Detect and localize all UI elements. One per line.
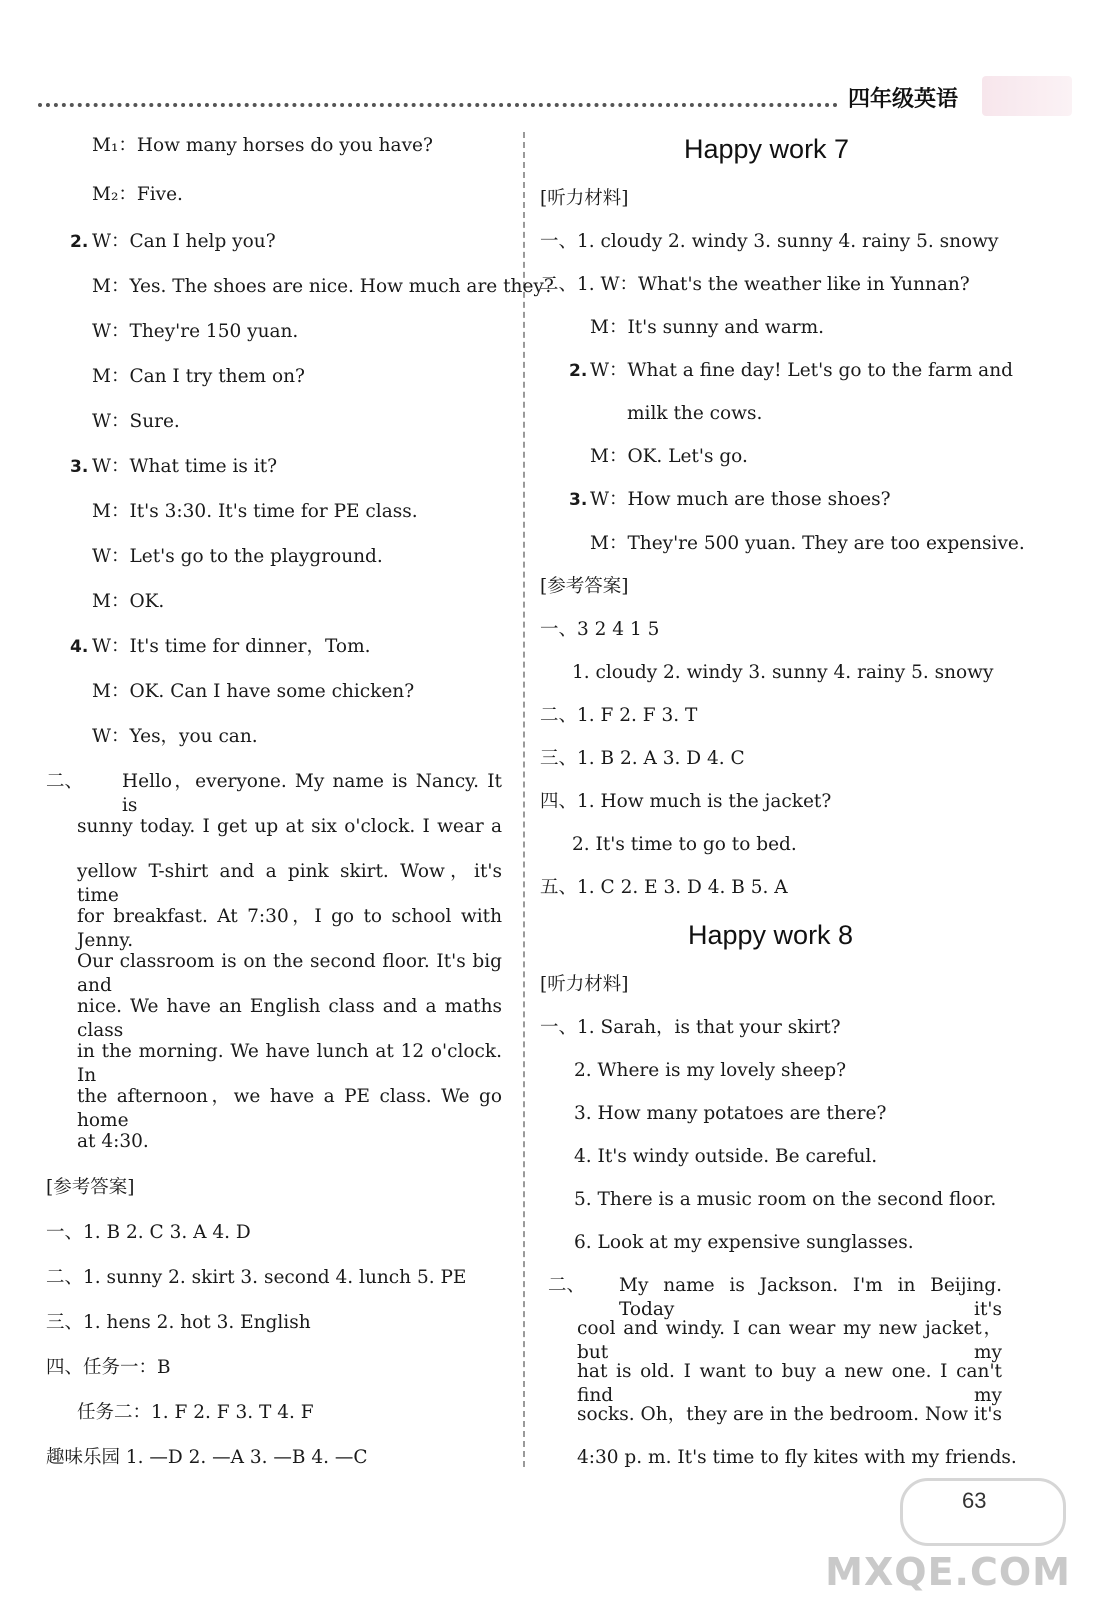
sentence-line: 一、1. Sarah，is that your skirt? <box>540 1017 841 1038</box>
section-label: 二、 <box>46 771 84 792</box>
dialogue-line: W：It's time for dinner，Tom. <box>92 636 371 657</box>
section-title-hw7: Happy work 7 <box>684 134 850 164</box>
answer-line: 四、任务一：B <box>46 1357 171 1378</box>
listening-heading: [听力材料] <box>540 974 629 995</box>
dialogue-line: W：Can I help you? <box>92 231 276 252</box>
answer-line: 1. cloudy 2. windy 3. sunny 4. rainy 5. snowy <box>572 662 994 683</box>
passage-line: at 4:30. <box>77 1131 149 1152</box>
answer-line: 一、1. cloudy 2. windy 3. sunny 4. rainy 5. snowy <box>540 231 999 252</box>
passage-line: nice. We have an English class and a maths class <box>77 996 502 1041</box>
dialogue-line: M₂：Five. <box>92 184 183 205</box>
sentence-line: 2. Where is my lovely sheep? <box>574 1060 847 1081</box>
dialogue-line: M：Yes. The shoes are nice. How much are they? <box>92 276 554 297</box>
sentence-line: 6. Look at my expensive sunglasses. <box>574 1232 914 1253</box>
passage-line: yellow T-shirt and a pink skirt. Wow，it's time <box>77 861 502 906</box>
dialogue-line: W：How much are those shoes? <box>590 489 891 510</box>
passage-line: the afternoon，we have a PE class. We go home <box>77 1086 502 1131</box>
answer-heading: [参考答案] <box>46 1177 135 1198</box>
dialogue-line: M：It's 3:30. It's time for PE class. <box>92 501 418 522</box>
answer-line: 二、1. sunny 2. skirt 3. second 4. lunch 5. PE <box>46 1267 467 1288</box>
answer-line: 趣味乐园 1. —D 2. —A 3. —B 4. —C <box>46 1447 368 1468</box>
sentence-line: 4. It's windy outside. Be careful. <box>574 1146 878 1167</box>
page-header-title: 四年级英语 <box>848 87 959 112</box>
section-title-hw8: Happy work 8 <box>688 920 854 950</box>
passage-line: hat is old. I want to buy a new one. I can't find my <box>577 1361 1002 1406</box>
dialogue-line: 二、1. W：What's the weather like in Yunnan? <box>540 274 970 295</box>
item-number: 3. <box>569 490 588 510</box>
sentence-line: 3. How many potatoes are there? <box>574 1103 887 1124</box>
item-number: 3. <box>70 457 89 477</box>
dialogue-line: W：Yes，you can. <box>92 726 258 747</box>
answer-line: 五、1. C 2. E 3. D 4. B 5. A <box>540 877 788 898</box>
watermark-text: MXQE.COM <box>825 1550 1071 1594</box>
passage-line: Hello，everyone. My name is Nancy. It is <box>122 771 502 816</box>
answer-line: 一、3 2 4 1 5 <box>540 619 660 640</box>
dialogue-line: W：They're 150 yuan. <box>92 321 299 342</box>
section-label: 二、 <box>548 1275 586 1296</box>
answer-heading: [参考答案] <box>540 576 629 597</box>
sentence-line: 5. There is a music room on the second floor. <box>574 1189 997 1210</box>
dialogue-line: M：They're 500 yuan. They are too expensive. <box>590 533 1025 554</box>
passage-line: socks. Oh，they are in the bedroom. Now it's <box>577 1404 1002 1425</box>
item-number: 4. <box>70 637 89 657</box>
dialogue-line: milk the cows. <box>627 403 763 424</box>
answer-line: 任务二：1. F 2. F 3. T 4. F <box>77 1402 314 1423</box>
answer-line: 三、1. hens 2. hot 3. English <box>46 1312 311 1333</box>
answer-line: 三、1. B 2. A 3. D 4. C <box>540 748 745 769</box>
dialogue-line: M：Can I try them on? <box>92 366 305 387</box>
answer-line: 四、1. How much is the jacket? <box>540 791 832 812</box>
dialogue-line: W：What a fine day! Let's go to the farm and <box>590 360 1013 381</box>
listening-heading: [听力材料] <box>540 188 629 209</box>
passage-line: 4:30 p. m. It's time to fly kites with my friends. <box>577 1447 1017 1468</box>
answer-line: 一、1. B 2. C 3. A 4. D <box>46 1222 251 1243</box>
passage-line: in the morning. We have lunch at 12 o'clock. In <box>77 1041 502 1086</box>
dialogue-line: W：What time is it? <box>92 456 278 477</box>
dialogue-line: M：It's sunny and warm. <box>590 317 825 338</box>
passage-line: sunny today. I get up at six o'clock. I wear a <box>77 816 502 837</box>
passage-line: Our classroom is on the second floor. It's big and <box>77 951 502 996</box>
dialogue-line: W：Let's go to the playground. <box>92 546 383 567</box>
item-number: 2. <box>569 361 588 381</box>
dialogue-line: M₁：How many horses do you have? <box>92 135 433 156</box>
dialogue-line: W：Sure. <box>92 411 180 432</box>
dialogue-line: M：OK. Let's go. <box>590 446 748 467</box>
dialogue-line: M：OK. Can I have some chicken? <box>92 681 415 702</box>
passage-line: cool and windy. I can wear my new jacket，but my <box>577 1318 1002 1363</box>
answer-line: 2. It's time to go to bed. <box>572 834 797 855</box>
passage-line: for breakfast. At 7:30，I go to school with Jenny. <box>77 906 502 951</box>
header-dotted-rule <box>38 103 838 107</box>
answer-line: 二、1. F 2. F 3. T <box>540 705 698 726</box>
page-number: 63 <box>962 1488 987 1513</box>
header-decoration <box>982 76 1072 116</box>
passage-line: My name is Jackson. I'm in Beijing. Today it's <box>619 1275 1002 1320</box>
column-divider <box>523 132 525 1467</box>
item-number: 2. <box>70 232 89 252</box>
dialogue-line: M：OK. <box>92 591 165 612</box>
